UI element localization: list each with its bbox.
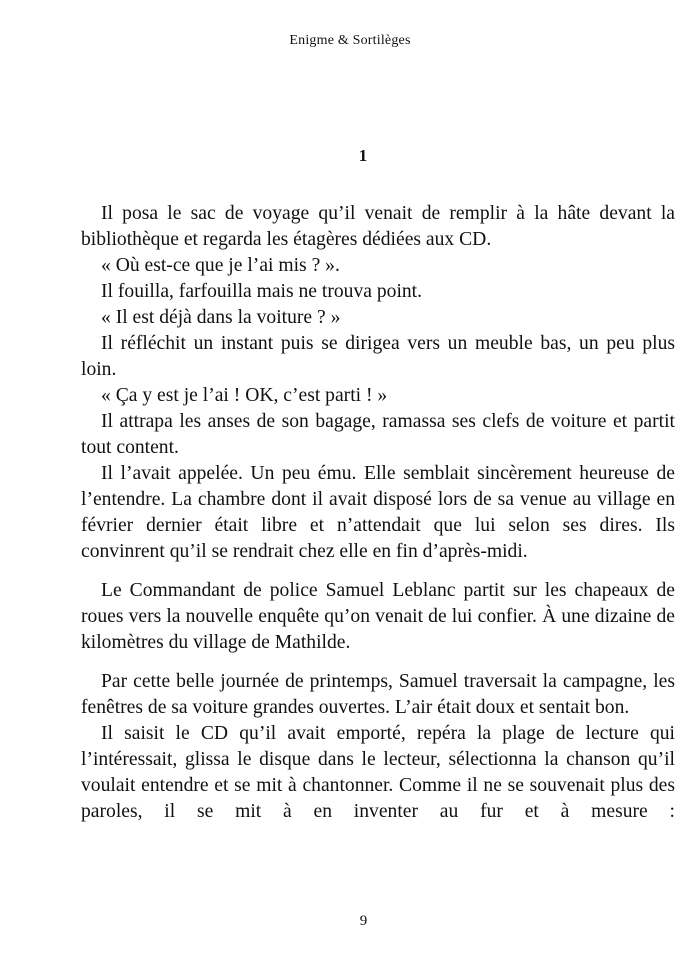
running-header: Enigme & Sortilèges xyxy=(289,33,411,48)
paragraph: « Où est-ce que je l’ai mis ? ». xyxy=(101,255,340,276)
paragraph: Il réfléchit un instant puis se dirigea vers un meuble bas, un peu plus loin. xyxy=(81,333,675,380)
paragraph: Le Commandant de police Samuel Leblanc partit sur les chapeaux de roues vers la nouvelle enquête qu’on venait de lui confier. À une dizaine de kilomètres du village de Mathilde. xyxy=(81,580,675,653)
paragraph: « Il est déjà dans la voiture ? » xyxy=(101,307,341,328)
paragraph: Il fouilla, farfouilla mais ne trouva point. xyxy=(101,281,423,302)
page-number: 9 xyxy=(359,913,368,929)
paragraph: « Ça y est je l’ai ! OK, c’est parti ! » xyxy=(101,385,388,406)
paragraph: Il l’avait appelée. Un peu ému. Elle semblait sincèrement heureuse de l’entendre. La chambre dont il avait disposé lors de sa venue au village en février dernier était libre et n’attendait que lui selon ses dires. Ils convinrent qu’il se rendrait chez elle en fin d’après-midi. xyxy=(81,463,675,562)
paragraph: Par cette belle journée de printemps, Samuel traversait la campagne, les fenêtres de sa voiture grandes ouvertes. L’air était doux et sentait bon. xyxy=(81,671,675,718)
paragraph: Il attrapa les anses de son bagage, ramassa ses clefs de voiture et partit tout content. xyxy=(81,411,675,458)
paragraph: Il posa le sac de voyage qu’il venait de remplir à la hâte devant la bibliothèque et regarda les étagères dédiées aux CD. xyxy=(81,203,675,250)
body-text xyxy=(81,201,675,825)
paragraph: Il saisit le CD qu’il avait emporté, repéra la plage de lecture qui l’intéressait, glissa le disque dans le lecteur, sélectionna la chanson qu’il voulait entendre et se mit à chantonner. Comme il ne se souvenait plus des paroles, il se mit à en inventer au fur et à mesure : xyxy=(81,723,675,822)
chapter-number: 1 xyxy=(358,146,368,165)
